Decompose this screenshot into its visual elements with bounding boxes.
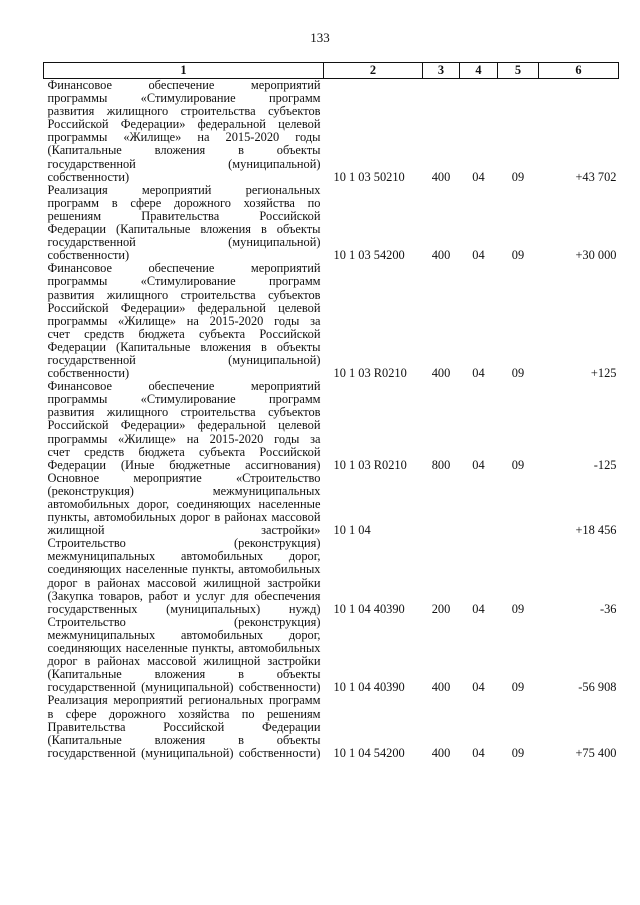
description-line: программы «Стимулирование программ: [47, 392, 321, 407]
table-row: [44, 184, 619, 263]
budget-table: [43, 62, 619, 760]
description-line: автомобильных дорог, соединяющих населенные: [47, 497, 321, 511]
row-col-4: 04: [472, 169, 485, 184]
header-col-3: 3: [423, 63, 460, 79]
description-line: Реализация мероприятий региональных: [47, 182, 321, 197]
description-line: Финансовое обеспечение мероприятий: [47, 261, 321, 276]
description-line: Реализация мероприятий региональных программ: [47, 693, 321, 708]
description-line: дорог в районах массовой жилищной застройки: [47, 575, 321, 590]
row-description: [44, 184, 324, 263]
description-line: Строительство (реконструкция): [47, 614, 321, 629]
description-line: (реконструкция) межмуниципальных: [47, 483, 321, 498]
description-line: в сфере дорожного хозяйства по решениям: [47, 706, 321, 721]
description-line: государственной (муниципальной): [47, 156, 321, 171]
description-line: Федерации (Капитальные вложения в объекты: [47, 222, 321, 237]
description-line: решениям Правительства Российской: [47, 208, 321, 223]
description-line: собственности): [47, 248, 130, 263]
description-line: соединяющих населенные пункты, автомобильных: [47, 641, 321, 656]
header-col-2: 2: [324, 63, 423, 79]
row-amount: +30 000: [575, 248, 617, 263]
description-line: программы «Жилище» на 2015-2020 годы за: [47, 431, 321, 446]
row-description: [44, 537, 324, 616]
table-header-row: [44, 63, 619, 79]
row-code: 10 1 03 54200: [333, 248, 405, 263]
row-amount: +125: [590, 366, 617, 381]
row-amount: -36: [599, 601, 617, 616]
row-code: 10 1 03 R0210: [333, 366, 407, 381]
header-col-1: 1: [44, 63, 324, 79]
description-line: Федерации (Иные бюджетные ассигнования): [47, 457, 321, 472]
row-col-5: 09: [511, 745, 525, 760]
row-code: 10 1 04 54200: [333, 745, 405, 760]
description-line: дорог в районах массовой жилищной застройки: [47, 654, 321, 669]
row-col-4: 04: [472, 601, 485, 616]
row-col-5: 09: [511, 680, 525, 695]
description-line: счет средств бюджета субъекта Российской: [47, 444, 321, 459]
table-row: [44, 616, 619, 695]
row-description: [44, 472, 324, 537]
table-row: [44, 537, 619, 616]
description-line: развития жилищного строительства субъектов: [47, 287, 321, 302]
description-line: (Капитальные вложения в объекты: [47, 732, 321, 747]
description-line: счет средств бюджета субъекта Российской: [47, 326, 321, 341]
header-col-5: 5: [498, 63, 539, 79]
description-line: развития жилищного строительства субъектов: [47, 405, 321, 420]
description-line: государственной (муниципальной): [47, 352, 321, 367]
row-col-4: 04: [472, 680, 485, 695]
description-line: (Закупка товаров, работ и услуг для обеспечения: [47, 588, 321, 603]
row-description: [44, 262, 324, 380]
row-col-3: 400: [431, 745, 451, 760]
row-col-5: 09: [511, 169, 525, 184]
table-row: [44, 472, 619, 537]
description-line: программы «Жилище» на 2015-2020 годы за: [47, 313, 321, 328]
description-line: Федерации (Капитальные вложения в объекты: [47, 339, 321, 354]
description-line: Строительство (реконструкция): [47, 536, 321, 551]
row-description: [44, 380, 324, 472]
description-line: Финансовое обеспечение мероприятий: [47, 78, 321, 92]
description-line: государственной (муниципальной): [47, 235, 321, 250]
row-col-5: 09: [511, 248, 525, 263]
table-row: [44, 79, 619, 184]
row-col-3: 400: [431, 169, 451, 184]
description-line: межмуниципальных автомобильных дорог,: [47, 549, 321, 564]
row-amount: -56 908: [578, 680, 617, 695]
description-line: соединяющих населенные пункты, автомобильных: [47, 562, 321, 577]
page-number: 133: [310, 30, 330, 45]
row-col-3: [423, 472, 460, 537]
row-amount: +18 456: [575, 523, 617, 538]
row-col-4: 04: [472, 248, 485, 263]
table-row: [44, 694, 619, 759]
row-col-4: 04: [472, 745, 485, 760]
description-line: программы «Стимулирование программ: [47, 274, 321, 289]
description-line: жилищной застройки»: [47, 523, 321, 538]
row-col-5: [498, 472, 539, 537]
description-line: Основное мероприятие «Строительство: [47, 470, 321, 485]
header-col-4: 4: [460, 63, 498, 79]
row-col-3: 200: [431, 601, 451, 616]
row-col-5: 09: [511, 457, 525, 472]
header-col-6: 6: [539, 63, 619, 79]
row-amount: -125: [593, 457, 617, 472]
table-row: [44, 380, 619, 472]
description-line: пункты, автомобильных дорог в районах массовой: [47, 510, 321, 525]
row-description: [44, 616, 324, 695]
description-line: собственности): [47, 366, 130, 381]
description-line: (Капитальные вложения в объекты: [47, 143, 321, 158]
description-line: программ в сфере дорожного хозяйства по: [47, 195, 321, 210]
description-line: государственных (муниципальных) нужд): [47, 601, 321, 616]
description-line: собственности): [47, 169, 130, 184]
description-line: развития жилищного строительства субъектов: [47, 104, 321, 119]
row-col-3: 400: [431, 366, 451, 381]
description-line: программы «Стимулирование программ: [47, 91, 321, 106]
description-line: Финансовое обеспечение мероприятий: [47, 379, 321, 394]
table-row: [44, 262, 619, 380]
row-col-3: 400: [431, 680, 451, 695]
description-line: (Капитальные вложения в объекты: [47, 667, 321, 682]
row-col-3: 800: [431, 457, 451, 472]
row-code: 10 1 04 40390: [333, 680, 405, 695]
description-line: государственной (муниципальной) собственности): [47, 745, 321, 760]
row-col-3: 400: [431, 248, 451, 263]
description-line: Российской Федерации» федеральной целевой: [47, 418, 321, 433]
description-line: Российской Федерации» федеральной целевой: [47, 117, 321, 132]
row-amount: +43 702: [575, 169, 617, 184]
description-line: Российской Федерации» федеральной целевой: [47, 300, 321, 315]
row-col-4: 04: [472, 457, 485, 472]
row-code: 10 1 04: [333, 523, 371, 538]
row-col-4: [460, 472, 498, 537]
row-description: [44, 694, 324, 759]
description-line: программы «Жилище» на 2015-2020 годы: [47, 130, 321, 145]
row-col-5: 09: [511, 601, 525, 616]
row-code: 10 1 04 40390: [333, 601, 405, 616]
row-code: 10 1 03 50210: [333, 169, 405, 184]
description-line: межмуниципальных автомобильных дорог,: [47, 627, 321, 642]
row-col-5: 09: [511, 366, 525, 381]
description-line: Правительства Российской Федерации: [47, 719, 321, 734]
row-code: 10 1 03 R0210: [333, 457, 407, 472]
row-description: [44, 79, 324, 184]
row-amount: +75 400: [575, 745, 617, 760]
description-line: государственной (муниципальной) собственности): [47, 680, 321, 695]
row-col-4: 04: [472, 366, 485, 381]
